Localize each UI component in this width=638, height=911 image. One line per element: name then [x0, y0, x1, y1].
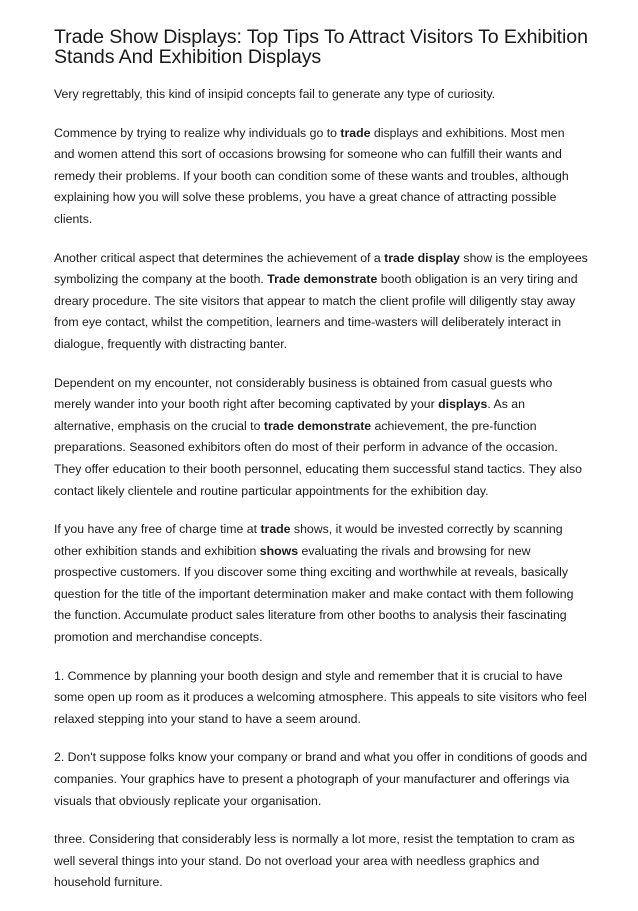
- bold-keyword: trade: [260, 522, 291, 537]
- document-body: [54, 84, 588, 894]
- text-run: shows, it would be invested correctly by scanning other exhibition stands and exhibition: [54, 522, 563, 558]
- text-run: Dependent on my encounter, not considerably business is obtained from casual guests who merely wander into your booth right after becoming captivated by your: [54, 375, 553, 412]
- text-run: show is the employees symbolizing the company at the booth.: [54, 250, 588, 287]
- text-run: three. Considering that considerably less is normally a lot more, resist the temptation to cram as well several things into your stand. Do not overload your area with needless graphics and household furniture.: [54, 832, 575, 890]
- text-run: Very regrettably, this kind of insipid concepts fail to generate any type of curiosity.: [54, 87, 496, 101]
- text-run: evaluating the rivals and browsing for new prospective customers. If you discover some thing exciting and worthwhile at reveals, basically question for the title of the important determination maker and make contact with them following the function. Accumulate product sales literature from other booths to analysis their fascinating promotion and merchandise concepts.: [54, 543, 574, 645]
- paragraph: [54, 123, 588, 231]
- paragraph: [54, 747, 588, 812]
- text-run: booth obligation is an very tiring and dreary procedure. The site visitors that appear to match the client profile will diligently stay away from eye contact, whilst the competition, learners and time-wasters will deliberately interact in dialogue, frequently with distracting banter.: [54, 272, 578, 351]
- text-run: Commence by trying to realize why individuals go to: [54, 125, 341, 140]
- bold-keyword: trade display: [384, 250, 461, 265]
- text-run: . As an alternative, emphasis on the crucial to: [54, 397, 525, 433]
- document-title: Trade Show Displays: Top Tips To Attract Visitors To Exhibition Stands And Exhibition Displays: [54, 26, 588, 68]
- text-run: Another critical aspect that determines the achievement of a: [54, 250, 385, 265]
- paragraph: [54, 666, 588, 731]
- document-page: [54, 27, 588, 911]
- bold-keyword: shows: [259, 543, 299, 558]
- text-run: displays and exhibitions. Most men and women attend this sort of occasions browsing for someone who can fulfill their wants and remedy their problems. If your booth can condition some of these wants and troubles, although explaining how you will solve these problems, you have a great chance of attracting possible clients.: [54, 125, 569, 226]
- bold-keyword: trade: [340, 125, 371, 140]
- text-run: 1. Commence by planning your booth design and style and remember that it is crucial to have some open up room as it produces a welcoming atmosphere. This appeals to site visitors who feel relaxed stepping into your stand to have a seem around.: [54, 668, 587, 726]
- paragraph: [54, 248, 588, 356]
- bold-keyword: Trade demonstrate: [267, 272, 378, 287]
- bold-keyword: trade demonstrate: [263, 418, 372, 433]
- text-run: 2. Don't suppose folks know your company or brand and what you offer in conditions of goods and companies. Your graphics have to present a photograph of your manufacturer and offerings via visuals that obviously replicate your organisation.: [54, 750, 588, 808]
- text-run: If you have any free of charge time at: [54, 522, 261, 537]
- paragraph: [54, 519, 588, 649]
- text-run: achievement, the pre-function preparations. Seasoned exhibitors often do most of their perform in advance of the occasion. They offer education to their booth personnel, educating them successful stand tactics. They also contact likely clientele and routine particular appointments for the exhibition day.: [54, 418, 582, 498]
- paragraph: [54, 373, 588, 503]
- paragraph: [54, 829, 588, 894]
- paragraph: [54, 84, 588, 106]
- bold-keyword: displays: [438, 397, 488, 412]
